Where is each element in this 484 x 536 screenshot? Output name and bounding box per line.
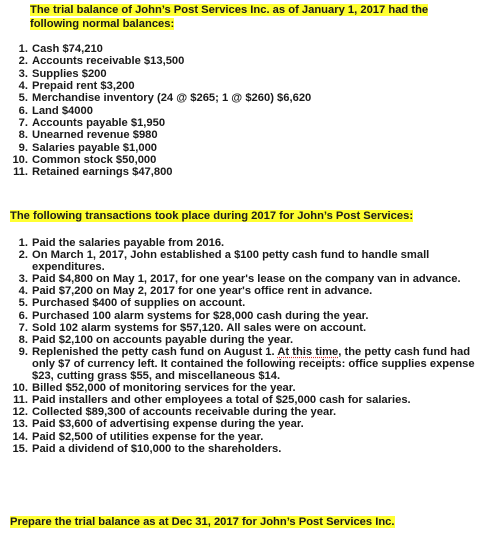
item-text-after: , the petty cash fund had only $7 of currency left. It contained the following receipts: office supplies expense $23, cutting grass $55, and miscellaneous $14.: [32, 345, 475, 383]
item-number: 5.: [18, 92, 28, 105]
list-item: [6, 322, 476, 334]
item-number: 15.: [12, 442, 28, 455]
item-text: Land $4000: [32, 104, 93, 117]
item-number: 14.: [12, 430, 28, 443]
list-item: [6, 310, 476, 322]
item-number: 1.: [18, 237, 28, 249]
item-number: 4.: [18, 80, 28, 93]
item-text: Billed $52,000 of monitoring services for the year.: [32, 382, 296, 395]
item-text: Common stock $50,000: [32, 154, 157, 167]
item-number: 7.: [18, 321, 28, 334]
item-text: Collected $89,300 of accounts receivable during the year.: [32, 406, 337, 419]
intro-line-1: The trial balance of John’s Post Services Inc. as of January 1, 2017 had the: [30, 4, 429, 16]
item-text: Salaries payable $1,000: [32, 141, 158, 154]
item-text: Paid the salaries payable from 2016.: [32, 237, 225, 249]
item-number: 2.: [18, 55, 28, 68]
list-item: [6, 68, 476, 80]
item-text: On March 1, 2017, John established a $100 petty cash fund to handle small expenditures.: [32, 249, 430, 274]
transactions-list: [6, 237, 476, 455]
list-item: [6, 105, 476, 117]
item-number: 11.: [13, 166, 28, 179]
item-text: Retained earnings $47,800: [32, 166, 173, 179]
list-item: [6, 237, 476, 249]
list-item: [6, 285, 476, 297]
item-text: Paid $4,800 on May 1, 2017, for one year's lease on the company van in advance.: [32, 273, 461, 286]
item-text: [30, 346, 476, 382]
item-text: Paid installers and other employees a total of $25,000 cash for salaries.: [32, 394, 411, 407]
list-item: [6, 334, 476, 346]
item-text: Paid a dividend of $10,000 to the shareholders.: [32, 442, 282, 455]
list-item: [6, 394, 476, 406]
item-text: Paid $3,600 of advertising expense during the year.: [32, 418, 304, 431]
item-number: 13.: [12, 418, 28, 431]
item-number: 7.: [18, 117, 28, 130]
item-text: Supplies $200: [32, 67, 107, 80]
list-item: [6, 117, 476, 129]
balances-list: [6, 43, 476, 179]
item-text-before: Replenished the petty cash fund on August 1.: [32, 345, 278, 358]
list-item: [6, 92, 476, 104]
item-number: 5.: [18, 297, 28, 310]
list-item: [6, 129, 476, 141]
item-text: Purchased 100 alarm systems for $28,000 cash during the year.: [32, 309, 369, 322]
final-prompt: [10, 515, 480, 529]
item-text: Paid $2,100 on accounts payable during the year.: [32, 333, 294, 346]
item-number: 3.: [18, 67, 28, 80]
list-item: [6, 273, 476, 285]
spellcheck-underlined-phrase: At this time: [277, 345, 339, 358]
item-number: 4.: [18, 285, 28, 298]
item-number: 11.: [13, 394, 28, 407]
item-text: Merchandise inventory (24 @ $265; 1 @ $260) $6,620: [32, 92, 312, 105]
list-item: [6, 166, 476, 178]
item-text: Prepaid rent $3,200: [32, 80, 135, 93]
list-item: [6, 142, 476, 154]
item-number: 9.: [18, 345, 28, 358]
item-text: Sold 102 alarm systems for $57,120. All sales were on account.: [32, 321, 367, 334]
item-text: Paid $7,200 on May 2, 2017 for one year's office rent in advance.: [32, 285, 373, 298]
item-number: 10.: [12, 382, 28, 395]
item-number: 6.: [18, 104, 28, 117]
intro-heading: [30, 3, 470, 31]
item-number: 8.: [18, 129, 28, 142]
item-text: Accounts receivable $13,500: [32, 55, 185, 68]
item-text: Paid $2,500 of utilities expense for the year.: [32, 430, 264, 443]
item-number: 8.: [18, 333, 28, 346]
item-number: 3.: [18, 273, 28, 286]
list-item: [6, 382, 476, 394]
list-item: [6, 55, 476, 67]
item-text: Purchased $400 of supplies on account.: [32, 297, 246, 310]
list-item: [6, 406, 476, 418]
transactions-heading: [10, 209, 480, 223]
item-number: 12.: [12, 406, 28, 419]
list-item: [6, 43, 476, 55]
list-item: [6, 80, 476, 92]
item-number: 6.: [18, 309, 28, 322]
item-number: 2.: [18, 249, 28, 262]
list-item: [6, 297, 476, 309]
item-text: Unearned revenue $980: [32, 129, 158, 142]
list-item: [6, 443, 476, 455]
transactions-heading-text: The following transactions took place during 2017 for John’s Post Services:: [10, 210, 414, 222]
list-item: [6, 431, 476, 443]
intro-line-2: following normal balances:: [30, 18, 175, 30]
item-text: Accounts payable $1,950: [32, 117, 166, 130]
list-item: [6, 346, 476, 382]
list-item: [6, 418, 476, 430]
final-prompt-text: Prepare the trial balance as at Dec 31, 2017 for John’s Post Services Inc.: [10, 516, 395, 528]
list-item: [6, 249, 476, 273]
list-item: [6, 154, 476, 166]
item-text: Cash $74,210: [32, 43, 103, 55]
item-number: 1.: [18, 43, 28, 55]
item-number: 9.: [18, 141, 28, 154]
item-number: 10.: [12, 154, 28, 167]
